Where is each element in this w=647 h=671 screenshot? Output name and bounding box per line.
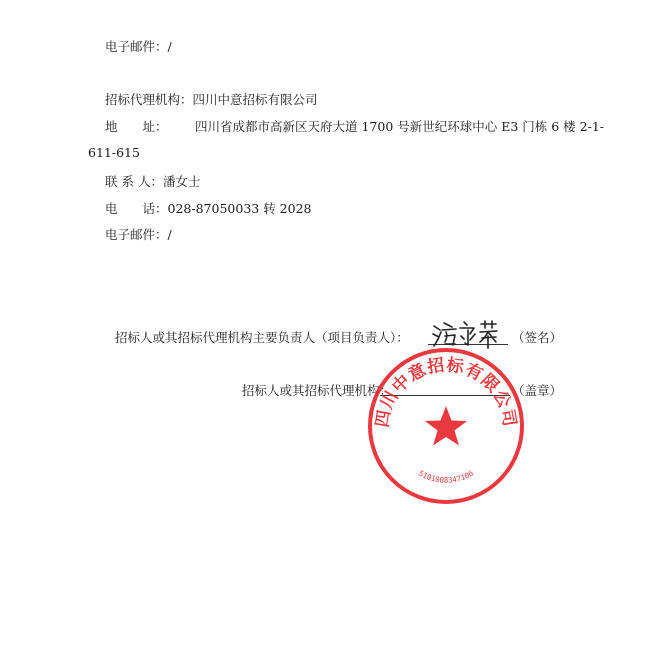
seal-number: 5101008347106 — [417, 468, 475, 485]
agency-email-label: 电子邮件： — [105, 227, 168, 242]
responsible-person-row — [115, 328, 409, 346]
agency-name-row — [105, 90, 318, 108]
seal-star-icon — [425, 406, 467, 446]
agency-address-continued: 611-615 — [88, 145, 140, 160]
agency-name-label: 招标代理机构： — [105, 92, 193, 107]
agency-phone-row — [105, 199, 311, 217]
agency-contact-label: 联 系 人： — [105, 174, 163, 189]
agency-email-value: / — [167, 227, 172, 242]
agency-phone-label: 电 话： — [105, 201, 168, 216]
agency-address-value: 四川省成都市高新区天府大道 1700 号新世纪环球中心 E3 门栋 6 楼 2-1- — [195, 119, 605, 134]
svg-text:5101008347106 — [417, 468, 475, 484]
seal-text: 四川中意招标有限公司 — [372, 355, 520, 429]
agency-email-row — [105, 225, 172, 243]
top-email-value: / — [167, 39, 172, 54]
seal-label: 招标人或其招标代理机构： — [242, 383, 393, 398]
agency-address-label: 地 址： — [105, 119, 168, 134]
top-email-row — [105, 37, 172, 55]
agency-contact-row — [105, 172, 200, 190]
seal-note: （盖章） — [512, 383, 563, 398]
agency-contact-value: 潘女士 — [162, 174, 201, 189]
responsible-person-label: 招标人或其招标代理机构主要负责人（项目负责人）： — [115, 330, 409, 345]
agency-name-value: 四川中意招标有限公司 — [192, 92, 318, 107]
company-seal-stamp — [366, 346, 526, 506]
top-email-label: 电子邮件： — [105, 39, 168, 54]
agency-address-row — [105, 117, 604, 135]
agency-phone-value: 028-87050033 转 2028 — [167, 201, 312, 216]
sign-note: （签名） — [512, 330, 563, 345]
